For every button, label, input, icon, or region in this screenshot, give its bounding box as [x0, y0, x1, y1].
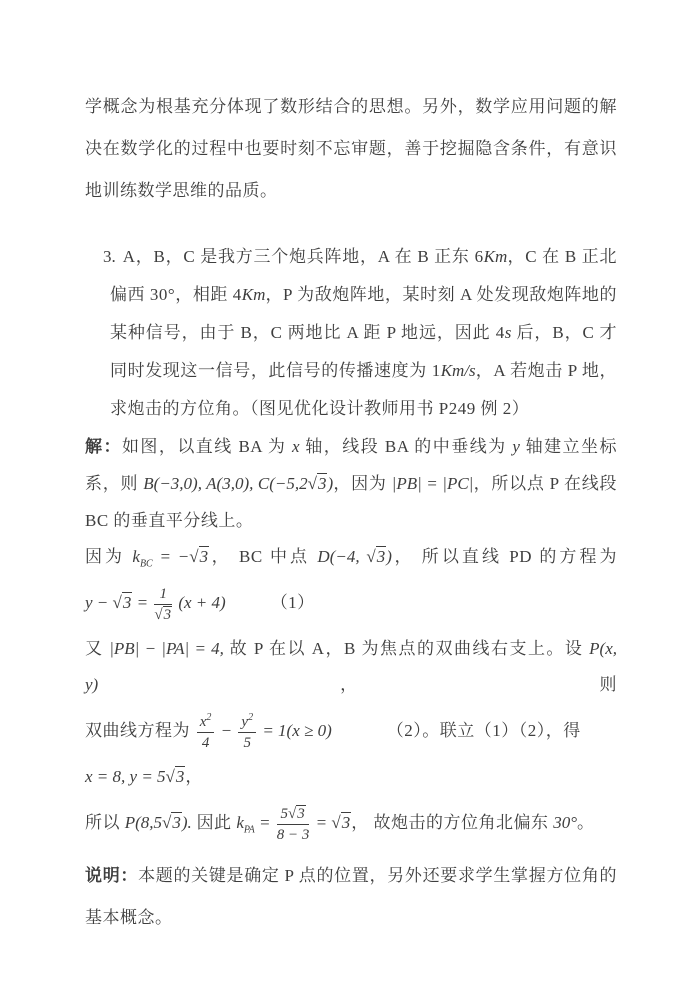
fraction: $\frac{x^2}{4}$ — [197, 713, 215, 752]
problem-number: 3. — [103, 247, 116, 266]
fraction: $\frac{y^2}{5}$ — [238, 713, 256, 752]
sqrt-radical: √3 — [189, 547, 209, 566]
solution-line-hyperbola-setup: 又 |PB| − |PA| = 4, 故 P 在以 A，B 为焦点的双曲线右支上。设 P(x, y)，则 — [85, 639, 617, 694]
problem-item-3 — [85, 238, 617, 428]
sqrt-radical: √3 — [112, 593, 132, 612]
note-label: 说明： — [85, 866, 139, 885]
sqrt-radical: √3 — [307, 474, 327, 493]
solution-conclusion-line: 所以 P(8,5√3). 因此 $k_{PA}$ = $\frac{5√3}{8 - 3}$ = √3， 故炮击的方位角北偏东 30°。 — [85, 805, 595, 843]
formula-line-2: 双曲线方程为 $\frac{x^2}{4}$ − $\frac{y^2}{5}$ = 1(x ≥ 0) （2）。联立（1）（2），得 — [85, 711, 581, 751]
solution-section — [85, 428, 617, 851]
sqrt-radical: √3 — [162, 813, 181, 832]
sqrt-radical: √3 — [165, 767, 185, 786]
sqrt-radical: √3 — [366, 547, 386, 566]
solution-line-xy-result: x = 8, y = 5√3， — [85, 767, 203, 786]
intro-paragraph: 学概念为根基充分体现了数形结合的思想。另外，数学应用问题的解决在数学化的过程中也要时刻不忘审题，善于挖掘隐含条件，有意识地训练数学思维的品质。 — [85, 97, 617, 200]
sqrt-radical: √3 — [331, 813, 351, 832]
note-text: 本题的关键是确定 P 点的位置，另外还要求学生掌握方位角的基本概念。 — [85, 866, 618, 927]
problem-text: A，B，C 是我方三个炮兵阵地，A 在 B 正东 6Km，C 在 B 正北偏西 30°，相距 4Km，P 为敌炮阵地，某时刻 A 处发现敌炮阵地的某种信号，由于 B，C 两地比 A 距 P 地远，因此 4s 后，B，C 才同时发现这一信号，此信号的传播速度为 1Km/s，A 若炮击 P 地，求炮击的方位角。（图见优化设计教师用书 P249 例 2） — [110, 247, 618, 418]
page-content — [85, 86, 617, 939]
sqrt-radical: √3 — [154, 606, 172, 623]
fraction: $\frac{1}{√3}$ — [154, 585, 172, 623]
sqrt-radical: √3 — [287, 805, 305, 822]
fraction: $\frac{5√3}{8 - 3}$ — [276, 805, 310, 843]
solution-line-slope-kbc: 因为 $k_{BC} = -√3$， BC 中点 D(−4, √3)， 所以直线 PD 的方程为 — [85, 547, 617, 570]
formula-line-1: y − √3 = $\frac{1}{√3}$ (x + 4) （1） — [85, 585, 315, 623]
solution-intro: 解：如图，以直线 BA 为 x 轴，线段 BA 的中垂线为 y 轴建立坐标系，则 B(−3,0), A(3,0), C(−5,2√3)，因为 |PB| = |PC|，所以点 P 在线段 BC 的垂直平分线上。 — [85, 437, 618, 530]
note-paragraph — [85, 855, 617, 939]
